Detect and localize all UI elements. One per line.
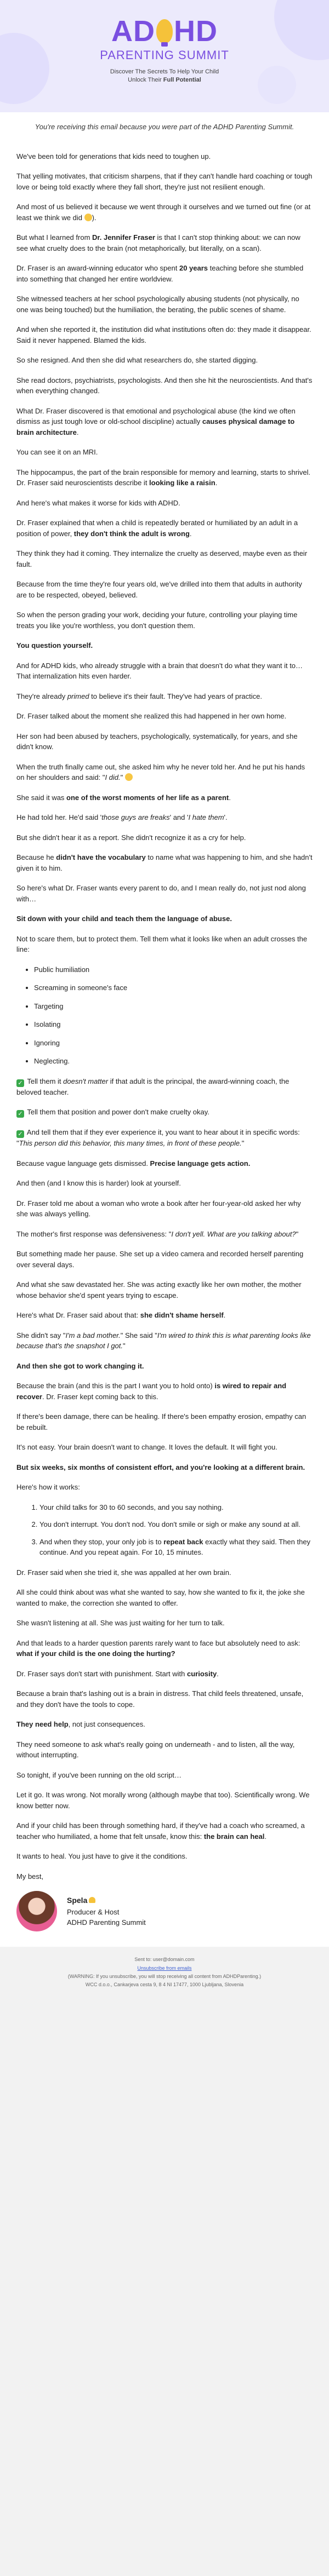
paragraph: Dr. Fraser said when she tried it, she was appalled at her own brain. (16, 1568, 231, 1577)
paragraph: Her son had been abused by teachers, psychologically, systematically, for years, and she didn't know. (16, 732, 298, 751)
paragraph: They think they had it coming. They internalize the cruelty as deserved, maybe even as their fault. (16, 549, 308, 568)
list-item: 1. Your child talks for 30 to 60 seconds, and you say nothing. (39, 1502, 313, 1513)
paragraph: And then (and I know this is harder) look at yourself. (16, 1179, 181, 1188)
paragraph: And here's what makes it worse for kids with ADHD. (16, 498, 180, 507)
listening-steps-list (16, 1502, 313, 1558)
paragraph: They're already primed to believe it's their fault. They've had years of practice. (16, 692, 263, 700)
paragraph: When the truth finally came out, she asked him why he never told her. And he put his hands on her shoulders and said: "I did." (16, 762, 305, 782)
signature-name: Spela (67, 1895, 146, 1906)
paragraph: She said it was one of the worst moments of her life as a parent. (16, 793, 231, 802)
paragraph: It wants to heal. You just have to give it the conditions. (16, 1852, 188, 1861)
email-footer (0, 1947, 329, 1999)
sent-to-line: Sent to: user@domain.com (134, 1957, 195, 1963)
paragraph: Dr. Fraser told me about a woman who wrote a book after her four-year-old asked her why she was always yelling. (16, 1199, 301, 1218)
tagline-line-1: Discover The Secrets To Help Your Child (110, 68, 219, 75)
paragraph: But six weeks, six months of consistent effort, and you're looking at a different brain. (16, 1463, 305, 1471)
paragraph: Dr. Fraser is an award-winning educator who spent 20 years teaching before she stumbled into something that changed her entire worldview. (16, 264, 304, 283)
paragraph: But what I learned from Dr. Jennifer Fraser is that I can't stop thinking about: we can now see what cruelty does to the brain (not metaphorically, but literally, on a scan). (16, 233, 300, 252)
paragraph: And most of us believed it because we went through it ourselves and we turned out fine (or at least we think we did ). (16, 203, 311, 222)
paragraph: All she could think about was what she wanted to say, how she wanted to fix it, the joke she wanted to make, the correction she wanted to offer. (16, 1588, 305, 1607)
paragraph: And that leads to a harder question parents rarely want to face but absolutely need to ask: what if your child is the one doing the hurting? (16, 1638, 300, 1658)
paragraph: What Dr. Fraser discovered is that emotional and psychological abuse (the kind we often dismiss as just tough love or old-school discipline) actually causes physical damage to brain architecture. (16, 406, 296, 436)
paragraph: Because vague language gets dismissed. Precise language gets action. (16, 1159, 251, 1168)
paragraph: That yelling motivates, that criticism sharpens, that if they can't handle hard coaching or tough love or being told exactly where they fall short, they're just not resilient enough. (16, 172, 313, 191)
company-address: WCC d.o.o., Cankarjeva cesta 9, 8 4 NI 17477, 1000 Ljubljana, Slovenia (85, 1982, 244, 1988)
avatar (16, 1891, 57, 1931)
list-item: • Targeting (34, 1001, 313, 1012)
checkmark-icon: ✓ (16, 1130, 24, 1138)
paragraph: We've been told for generations that kids need to toughen up. (16, 152, 211, 160)
paragraph: You can see it on an MRI. (16, 448, 98, 457)
abuse-signs-list (16, 964, 313, 1067)
paragraph: He had told her. He'd said 'those guys are freaks' and 'I hate them'. (16, 813, 228, 822)
checkmark-icon: ✓ (16, 1079, 24, 1087)
paragraph: And what she saw devastated her. She was acting exactly like her own mother, the mother whose behavior she'd spent years trying to escape. (16, 1280, 302, 1300)
paragraph: She witnessed teachers at her school psychologically abusing students (not physically, no one was being touched) but the humiliation, the berating, the public scenes of shame. (16, 295, 299, 314)
tagline-line-2: Unlock Their Full Potential (128, 76, 201, 83)
email-body (0, 141, 329, 1947)
signature-role: Producer & Host (67, 1908, 120, 1916)
unsubscribe-warning: (WARNING: If you unsubscribe, you will stop receiving all content from ADHDParenting.) (67, 1973, 262, 1979)
lightbulb-icon (156, 19, 173, 43)
paragraph: The mother's first response was defensiveness: "I don't yell. What are you talking about?" (16, 1229, 299, 1238)
paragraph: So she resigned. And then she did what researchers do, she started digging. (16, 356, 258, 365)
paragraph: Dr. Fraser explained that when a child is repeatedly berated or humiliated by an adult in a position of power, they don't think the adult is wrong. (16, 519, 298, 538)
email-header (0, 0, 329, 112)
sad-emoji-icon (125, 773, 133, 781)
heart-icon (89, 1897, 95, 1903)
subscription-notice: You're receiving this email because you were part of the ADHD Parenting Summit. (0, 112, 329, 141)
paragraph: If there's been damage, there can be healing. If there's been empathy erosion, empathy can be rebuilt. (16, 1412, 307, 1431)
paragraph: She read doctors, psychiatrists, psychologists. And then she hit the neuroscientists. And that's when everything changed. (16, 376, 313, 395)
paragraph: So here's what Dr. Fraser wants every parent to do, and I mean really do, not just nod along with… (16, 884, 306, 903)
paragraph: And when she reported it, the institution did what institutions often do: they made it disappear. Said it never happened. Blamed the kids. (16, 325, 311, 344)
signature-block (16, 1891, 313, 1941)
smile-emoji-icon (84, 214, 92, 221)
brand-logo: AD HD (111, 15, 218, 48)
paragraph: Here's what Dr. Fraser said about that: she didn't shame herself. (16, 1311, 226, 1320)
checkmark-icon: ✓ (16, 1110, 24, 1118)
paragraph: And for ADHD kids, who already struggle with a brain that doesn't do what they want it to… That internalization hits even harder. (16, 661, 303, 681)
paragraph: Sit down with your child and teach them the language of abuse. (16, 915, 232, 923)
paragraph: ✓ And tell them that if they ever experience it, you want to hear about it in specific words: "This person did this behavior, this many times, in front of these people." (16, 1128, 300, 1148)
paragraph: Because the brain (and this is the part I want you to hold onto) is wired to repair and recover. Dr. Fraser kept coming back to this. (16, 1382, 287, 1401)
signature-text (67, 1895, 146, 1928)
list-item: • Screaming in someone's face (34, 982, 313, 993)
paragraph: But she didn't hear it as a report. She didn't recognize it as a cry for help. (16, 833, 246, 842)
paragraph: Because a brain that's lashing out is a brain in distress. That child feels threatened, unsafe, and they don't have the tools to cope. (16, 1689, 304, 1709)
list-item: • Public humiliation (34, 964, 313, 975)
paragraph: Because from the time they're four years old, we've drilled into them that adults in authority are to be respected, obeyed, believed. (16, 580, 302, 599)
paragraph: So when the person grading your work, deciding your future, controlling your playing time treats you like you're worthless, you don't question them. (16, 611, 298, 630)
paragraph: They need someone to ask what's really going on underneath - and to listen, all the way, without interrupting. (16, 1740, 295, 1760)
paragraph: Not to scare them, but to protect them. Tell them what it looks like when an adult crosses the line: (16, 934, 308, 954)
list-item: • Isolating (34, 1019, 313, 1030)
paragraph: But something made her pause. She set up a video camera and recorded herself parenting over several days. (16, 1250, 304, 1269)
paragraph: So tonight, if you've been running on the old script… (16, 1770, 181, 1779)
sign-off: My best, (16, 1872, 44, 1881)
list-item: 2. You don't interrupt. You don't nod. You don't smile or sigh or make any sound at all. (39, 1519, 313, 1530)
unsubscribe-link[interactable]: Unsubscribe from emails (137, 1965, 192, 1971)
paragraph: It's not easy. Your brain doesn't want to change. It loves the default. It will fight you. (16, 1443, 277, 1452)
list-item: • Neglecting. (34, 1056, 313, 1067)
brand-subtitle: PARENTING SUMMIT (100, 48, 229, 62)
paragraph: And then she got to work changing it. (16, 1361, 144, 1370)
paragraph: She wasn't listening at all. She was just waiting for her turn to talk. (16, 1619, 225, 1628)
paragraph: You question yourself. (16, 641, 93, 650)
list-item: • Ignoring (34, 1038, 313, 1049)
paragraph: Dr. Fraser says don't start with punishment. Start with curiosity. (16, 1669, 219, 1678)
paragraph: And if your child has been through something hard, if they've had a coach who screamed, a teacher who humiliated, a home that felt unsafe, know this: the brain can heal. (16, 1821, 305, 1841)
tagline (0, 68, 329, 84)
paragraph: Here's how it works: (16, 1483, 80, 1492)
paragraph: The hippocampus, the part of the brain responsible for memory and learning, starts to shrivel. Dr. Fraser said neuroscientists describe it looking like a raisin. (16, 468, 311, 487)
list-item: 3. And when they stop, your only job is to repeat back exactly what they said. Then they continue. And you repeat again. For 10, 15 minutes. (39, 1537, 313, 1558)
paragraph: She didn't say "I'm a bad mother." She said "I'm wired to think this is what parenting looks like because that's the snapshot I got." (16, 1331, 311, 1350)
paragraph: They need help, not just consequences. (16, 1720, 145, 1729)
paragraph: Dr. Fraser talked about the moment she realized this had happened in her own home. (16, 712, 287, 721)
paragraph: ✓ Tell them it doesn't matter if that adult is the principal, the award-winning coach, the beloved teacher. (16, 1077, 290, 1096)
paragraph: ✓ Tell them that position and power don't make cruelty okay. (16, 1107, 313, 1118)
paragraph: Because he didn't have the vocabulary to name what was happening to him, and she hadn't given it to him. (16, 853, 313, 872)
paragraph: Let it go. It was wrong. Not morally wrong (although maybe that too). Scientifically wrong. We know better now. (16, 1791, 310, 1810)
signature-org: ADHD Parenting Summit (67, 1918, 146, 1927)
